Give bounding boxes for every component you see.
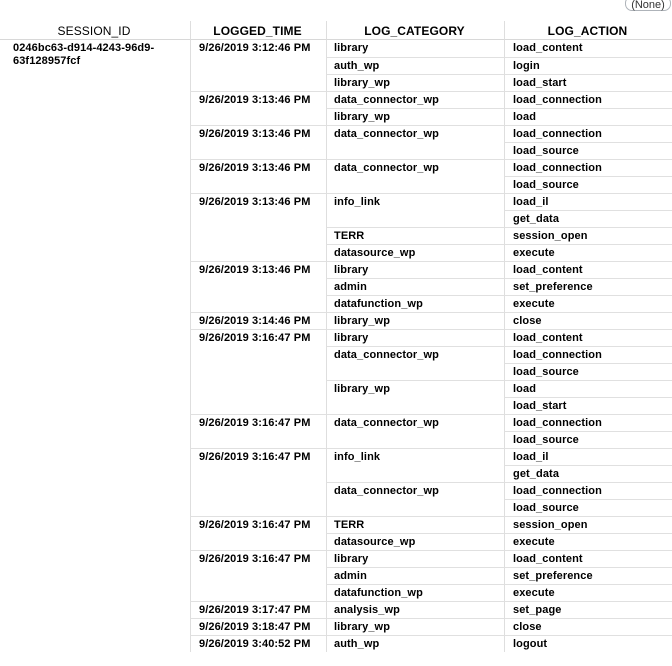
session-id-cell-empty[interactable] [0, 363, 190, 380]
session-id-cell-empty[interactable] [0, 176, 190, 193]
logged-time-cell[interactable] [190, 210, 326, 227]
log-category-cell[interactable]: data_connector_wp [326, 414, 504, 431]
logged-time-cell[interactable] [190, 142, 326, 159]
session-id-cell-empty[interactable] [0, 244, 190, 261]
log-category-cell[interactable]: data_connector_wp [326, 482, 504, 499]
log-category-cell[interactable]: data_connector_wp [326, 159, 504, 176]
log-action-cell[interactable]: set_preference [504, 567, 672, 584]
log-category-cell[interactable]: datasource_wp [326, 244, 504, 261]
log-action-cell[interactable]: load_content [504, 40, 672, 57]
log-action-cell[interactable]: load_content [504, 550, 672, 567]
session-id-cell-empty[interactable] [0, 499, 190, 516]
logged-time-cell[interactable]: 9/26/2019 3:16:47 PM [190, 516, 326, 533]
log-category-cell[interactable]: data_connector_wp [326, 346, 504, 363]
logged-time-cell[interactable] [190, 533, 326, 550]
log-category-cell[interactable]: library_wp [326, 312, 504, 329]
log-category-cell[interactable]: datafunction_wp [326, 584, 504, 601]
log-category-cell[interactable] [326, 431, 504, 448]
logged-time-cell[interactable] [190, 465, 326, 482]
session-id-cell-empty[interactable] [0, 516, 190, 533]
logged-time-cell[interactable]: 9/26/2019 3:16:47 PM [190, 550, 326, 567]
log-action-cell[interactable]: load_il [504, 448, 672, 465]
log-category-cell[interactable] [326, 465, 504, 482]
log-action-cell[interactable]: load_source [504, 499, 672, 516]
session-id-cell-empty[interactable] [0, 74, 190, 91]
logged-time-cell[interactable] [190, 567, 326, 584]
log-category-cell[interactable]: library_wp [326, 618, 504, 635]
log-action-cell[interactable]: load [504, 108, 672, 125]
logged-time-cell[interactable]: 9/26/2019 3:16:47 PM [190, 414, 326, 431]
log-category-cell[interactable] [326, 397, 504, 414]
session-id-cell-empty[interactable] [0, 108, 190, 125]
session-id-cell-empty[interactable] [0, 193, 190, 210]
session-id-cell-empty[interactable] [0, 397, 190, 414]
logged-time-cell[interactable] [190, 482, 326, 499]
session-id-cell-empty[interactable] [0, 210, 190, 227]
logged-time-cell[interactable]: 9/26/2019 3:18:47 PM [190, 618, 326, 635]
session-id-cell-empty[interactable] [0, 465, 190, 482]
log-category-cell[interactable]: analysis_wp [326, 601, 504, 618]
logged-time-cell[interactable] [190, 295, 326, 312]
session-id-cell-empty[interactable] [0, 227, 190, 244]
session-id-cell-empty[interactable] [0, 550, 190, 567]
session-id-cell-empty[interactable] [0, 482, 190, 499]
logged-time-cell[interactable] [190, 57, 326, 74]
session-id-cell-empty[interactable] [0, 601, 190, 618]
log-action-cell[interactable]: load_connection [504, 346, 672, 363]
log-action-cell[interactable]: execute [504, 295, 672, 312]
log-action-cell[interactable]: load_connection [504, 91, 672, 108]
session-id-cell-empty[interactable] [0, 431, 190, 448]
log-category-cell[interactable]: library [326, 261, 504, 278]
log-category-cell[interactable]: library [326, 550, 504, 567]
session-id-cell[interactable]: 0246bc63-d914-4243-96d9-63f128957fcf [13, 42, 155, 67]
logged-time-cell[interactable] [190, 74, 326, 91]
log-action-cell[interactable]: load_start [504, 397, 672, 414]
log-category-cell[interactable]: data_connector_wp [326, 125, 504, 142]
log-category-cell[interactable] [326, 142, 504, 159]
log-action-cell[interactable]: session_open [504, 227, 672, 244]
logged-time-cell[interactable]: 9/26/2019 3:12:46 PM [190, 40, 326, 57]
log-action-cell[interactable]: set_page [504, 601, 672, 618]
log-category-cell[interactable] [326, 499, 504, 516]
log-action-cell[interactable]: load_connection [504, 414, 672, 431]
session-id-cell-empty[interactable] [0, 142, 190, 159]
session-id-cell-empty[interactable] [0, 414, 190, 431]
session-id-cell-empty[interactable] [0, 533, 190, 550]
logged-time-cell[interactable]: 9/26/2019 3:16:47 PM [190, 329, 326, 346]
log-action-cell[interactable]: load_source [504, 142, 672, 159]
session-id-cell-empty[interactable] [0, 618, 190, 635]
logged-time-cell[interactable]: 9/26/2019 3:13:46 PM [190, 193, 326, 210]
log-action-cell[interactable]: load_connection [504, 159, 672, 176]
log-category-cell[interactable]: auth_wp [326, 57, 504, 74]
log-action-cell[interactable]: execute [504, 533, 672, 550]
log-category-cell[interactable] [326, 176, 504, 193]
logged-time-cell[interactable]: 9/26/2019 3:13:46 PM [190, 125, 326, 142]
log-action-cell[interactable]: session_open [504, 516, 672, 533]
log-action-cell[interactable]: load_start [504, 74, 672, 91]
logged-time-cell[interactable] [190, 380, 326, 397]
session-id-cell-empty[interactable] [0, 295, 190, 312]
logged-time-cell[interactable]: 9/26/2019 3:13:46 PM [190, 91, 326, 108]
logged-time-cell[interactable] [190, 584, 326, 601]
log-action-cell[interactable]: logout [504, 635, 672, 652]
column-header-logged-time[interactable]: LOGGED_TIME [190, 21, 326, 40]
column-header-session-id[interactable]: SESSION_ID [0, 21, 190, 40]
logged-time-cell[interactable] [190, 227, 326, 244]
session-id-cell-empty[interactable] [0, 635, 190, 652]
session-id-cell-empty[interactable] [0, 278, 190, 295]
logged-time-cell[interactable] [190, 108, 326, 125]
log-category-cell[interactable]: TERR [326, 516, 504, 533]
log-category-cell[interactable]: data_connector_wp [326, 91, 504, 108]
logged-time-cell[interactable] [190, 244, 326, 261]
logged-time-cell[interactable]: 9/26/2019 3:16:47 PM [190, 448, 326, 465]
log-category-cell[interactable]: info_link [326, 448, 504, 465]
log-action-cell[interactable]: get_data [504, 465, 672, 482]
session-id-cell-empty[interactable] [0, 261, 190, 278]
session-id-cell-empty[interactable] [0, 448, 190, 465]
log-category-cell[interactable]: datafunction_wp [326, 295, 504, 312]
logged-time-cell[interactable] [190, 176, 326, 193]
session-id-cell-empty[interactable] [0, 567, 190, 584]
session-id-cell-empty[interactable] [0, 125, 190, 142]
column-header-log-category[interactable]: LOG_CATEGORY [326, 21, 504, 40]
log-category-cell[interactable]: library_wp [326, 74, 504, 91]
log-action-cell[interactable]: load_content [504, 329, 672, 346]
log-action-cell[interactable]: load_il [504, 193, 672, 210]
log-category-cell[interactable]: library_wp [326, 108, 504, 125]
log-category-cell[interactable]: library_wp [326, 380, 504, 397]
session-id-cell-empty[interactable] [0, 380, 190, 397]
log-action-cell[interactable]: close [504, 618, 672, 635]
log-action-cell[interactable]: load_source [504, 363, 672, 380]
logged-time-cell[interactable]: 9/26/2019 3:17:47 PM [190, 601, 326, 618]
none-filter-button[interactable]: (None) [625, 0, 671, 11]
logged-time-cell[interactable]: 9/26/2019 3:13:46 PM [190, 159, 326, 176]
log-action-cell[interactable]: load_source [504, 431, 672, 448]
logged-time-cell[interactable] [190, 278, 326, 295]
logged-time-cell[interactable]: 9/26/2019 3:13:46 PM [190, 261, 326, 278]
session-id-cell-empty[interactable] [0, 584, 190, 601]
log-action-cell[interactable]: login [504, 57, 672, 74]
log-action-cell[interactable]: get_data [504, 210, 672, 227]
log-category-cell[interactable]: TERR [326, 227, 504, 244]
logged-time-cell[interactable]: 9/26/2019 3:40:52 PM [190, 635, 326, 652]
log-action-cell[interactable]: load_connection [504, 482, 672, 499]
log-action-cell[interactable]: execute [504, 584, 672, 601]
log-category-cell[interactable]: datasource_wp [326, 533, 504, 550]
log-action-cell[interactable]: load_connection [504, 125, 672, 142]
column-header-log-action[interactable]: LOG_ACTION [504, 21, 672, 40]
log-table [0, 21, 672, 652]
session-id-cell-empty[interactable] [0, 329, 190, 346]
log-action-cell[interactable]: close [504, 312, 672, 329]
session-id-cell-empty[interactable] [0, 57, 190, 74]
log-action-cell[interactable]: load [504, 380, 672, 397]
log-category-cell[interactable]: info_link [326, 193, 504, 210]
log-category-cell[interactable] [326, 363, 504, 380]
log-category-cell[interactable]: auth_wp [326, 635, 504, 652]
log-action-cell[interactable]: load_source [504, 176, 672, 193]
log-category-cell[interactable]: library [326, 40, 504, 57]
logged-time-cell[interactable]: 9/26/2019 3:14:46 PM [190, 312, 326, 329]
logged-time-cell[interactable] [190, 499, 326, 516]
session-id-cell-empty[interactable] [0, 91, 190, 108]
session-id-cell-empty[interactable] [0, 312, 190, 329]
log-category-cell[interactable]: library [326, 329, 504, 346]
log-action-cell[interactable]: load_content [504, 261, 672, 278]
log-action-cell[interactable]: execute [504, 244, 672, 261]
log-category-cell[interactable] [326, 210, 504, 227]
log-category-cell[interactable]: admin [326, 567, 504, 584]
logged-time-cell[interactable] [190, 431, 326, 448]
session-id-cell-empty[interactable] [0, 346, 190, 363]
logged-time-cell[interactable] [190, 363, 326, 380]
session-id-cell-empty[interactable] [0, 159, 190, 176]
logged-time-cell[interactable] [190, 397, 326, 414]
logged-time-cell[interactable] [190, 346, 326, 363]
log-action-cell[interactable]: set_preference [504, 278, 672, 295]
log-category-cell[interactable]: admin [326, 278, 504, 295]
